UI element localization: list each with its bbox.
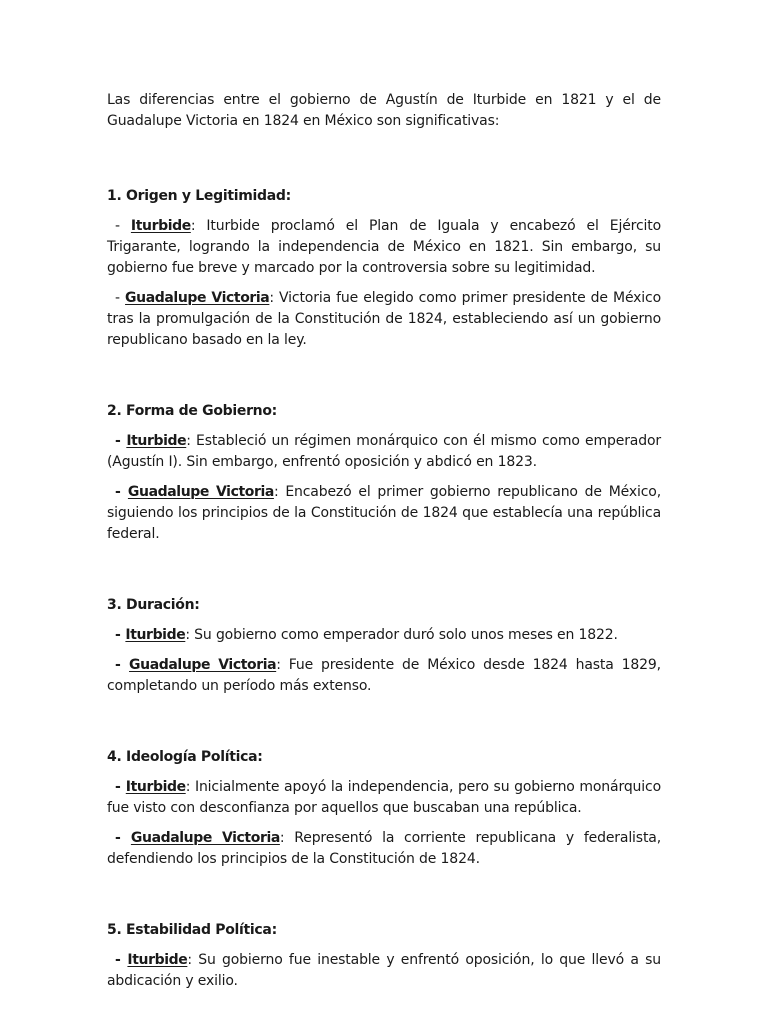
list-item-iturbide <box>107 431 661 473</box>
section-origen-legitimidad <box>107 186 661 351</box>
list-item-iturbide <box>107 216 661 279</box>
item-name: Iturbide <box>125 779 186 795</box>
item-name: Guadalupe Victoria <box>130 830 280 846</box>
section-estabilidad-politica <box>107 920 661 992</box>
item-dash: - <box>115 218 131 234</box>
item-text: : Su gobierno como emperador duró solo unos meses en 1822. <box>185 627 618 643</box>
intro-paragraph: Las diferencias entre el gobierno de Agustín de Iturbide en 1821 y el de Guadalupe Victoria en 1824 en México son significativas: <box>107 92 661 129</box>
section-title: 3. Duración: <box>107 597 200 613</box>
list-item-iturbide <box>107 625 661 646</box>
item-dash: - <box>115 433 127 449</box>
item-text: : Estableció un régimen monárquico con él mismo como emperador (Agustín I). Sin embargo, enfrentó oposición y abdicó en 1823. <box>107 433 661 470</box>
list-item-victoria <box>107 655 661 697</box>
item-text: : Fue presidente de México desde 1824 hasta 1829, completando un período más extenso. <box>107 657 661 694</box>
item-text: : Representó la corriente republicana y federalista, defendiendo los principios de la Constitución de 1824. <box>107 830 662 867</box>
section-title: 1. Origen y Legitimidad: <box>107 188 291 204</box>
document-page <box>107 90 661 992</box>
item-name: Iturbide <box>130 218 191 234</box>
list-item-iturbide <box>107 777 661 819</box>
section-title: 5. Estabilidad Política: <box>107 922 277 938</box>
item-text: : Su gobierno fue inestable y enfrentó oposición, lo que llevó a su abdicación y exilio. <box>107 952 661 989</box>
item-dash: - <box>115 290 126 306</box>
item-name: Guadalupe Victoria <box>127 484 274 500</box>
list-item-victoria <box>107 288 661 351</box>
list-item-iturbide <box>107 950 661 992</box>
item-dash: - <box>115 484 128 500</box>
list-item-victoria <box>107 828 661 870</box>
item-dash: - <box>115 830 131 846</box>
section-forma-gobierno <box>107 401 661 545</box>
item-text: : Inicialmente apoyó la independencia, pero su gobierno monárquico fue visto con desconfianza por aquellos que buscaban una república. <box>107 779 661 816</box>
item-text: : Victoria fue elegido como primer presidente de México tras la promulgación de la Constitución de 1824, estableciendo así un gobierno republicano basado en la ley. <box>107 290 661 348</box>
section-ideologia-politica <box>107 747 661 870</box>
item-name: Guadalupe Victoria <box>125 290 270 306</box>
item-dash: - <box>115 952 128 968</box>
section-title: 2. Forma de Gobierno: <box>107 403 277 419</box>
section-duracion <box>107 595 661 697</box>
list-item-victoria <box>107 482 661 545</box>
section-title: 4. Ideología Política: <box>107 749 263 765</box>
item-name: Iturbide <box>125 627 186 643</box>
item-text: : Encabezó el primer gobierno republicano de México, siguiendo los principios de la Constitución de 1824 que establecía una república federal. <box>107 484 661 542</box>
item-name: Guadalupe Victoria <box>129 657 277 673</box>
item-text: : Iturbide proclamó el Plan de Iguala y encabezó el Ejército Trigarante, logrando la independencia de México en 1821. Sin embargo, su gobierno fue breve y marcado por la controversia sobre su legitimidad. <box>107 218 661 276</box>
item-dash: - <box>115 627 126 643</box>
item-dash: - <box>115 779 126 795</box>
item-dash: - <box>115 657 130 673</box>
item-name: Iturbide <box>126 433 187 449</box>
item-name: Iturbide <box>127 952 188 968</box>
